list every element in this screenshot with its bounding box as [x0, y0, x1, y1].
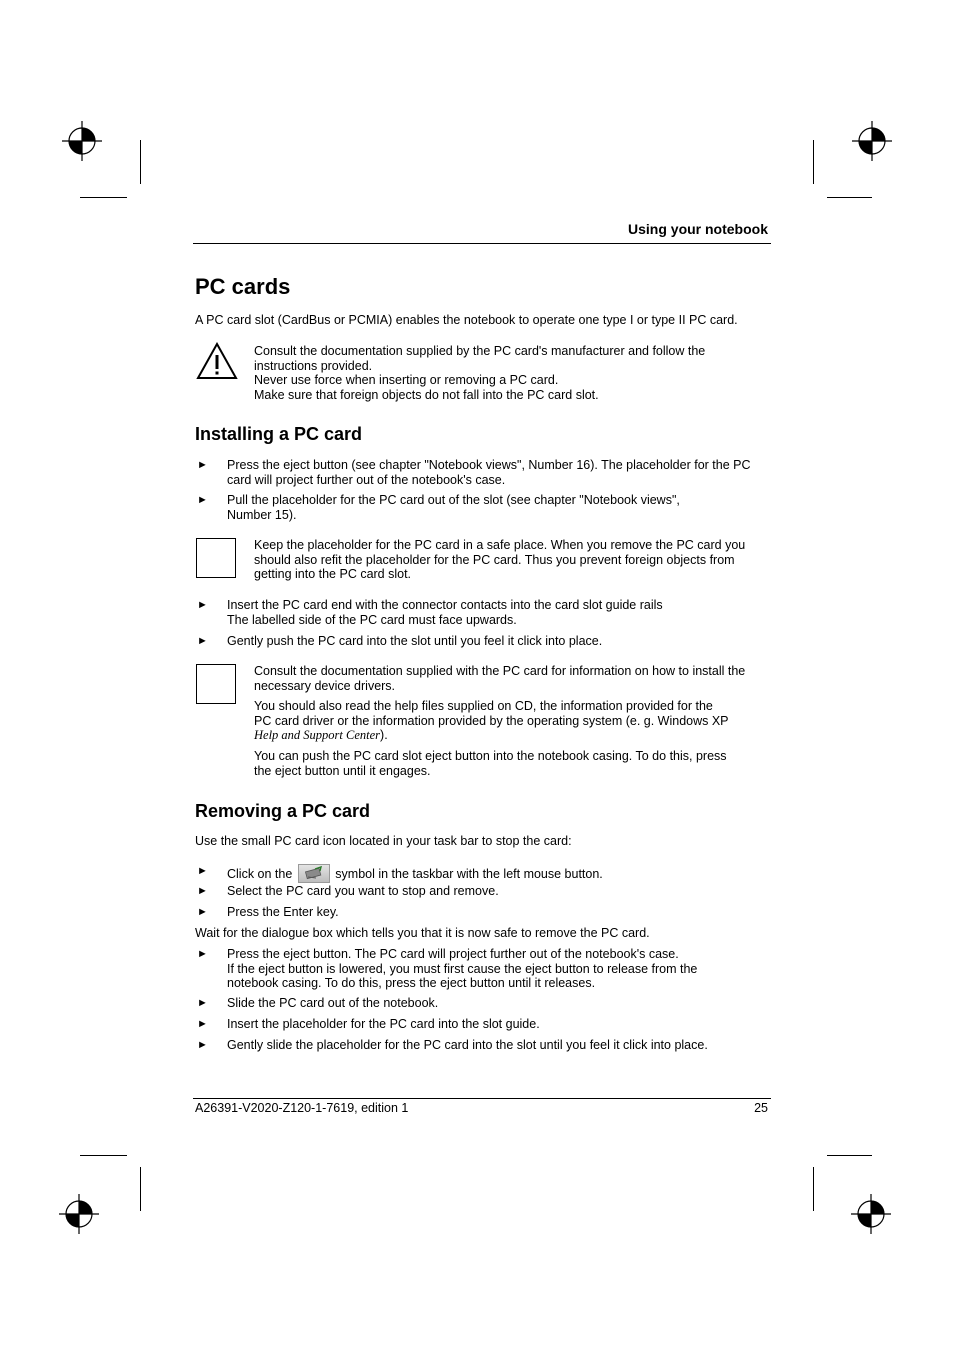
note-box-icon [196, 538, 236, 578]
bullet-arrow-icon: ► [197, 494, 208, 506]
crop-line [80, 197, 127, 198]
document-id: A26391-V2020-Z120-1-7619, edition 1 [195, 1101, 409, 1115]
note-text: You can push the PC card slot eject button into the notebook casing. To do this, press the eject button until it engages. [254, 749, 727, 778]
bullet-arrow-icon: ► [197, 459, 208, 471]
wait-paragraph: Wait for the dialogue box which tells you that it is now safe to remove the PC card. [195, 926, 650, 940]
crop-line [140, 140, 141, 184]
header-rule [193, 243, 771, 244]
bullet-arrow-icon: ► [197, 635, 208, 647]
bullet-arrow-icon: ► [197, 885, 208, 897]
bullet-arrow-icon: ► [197, 948, 208, 960]
registration-mark-icon [59, 1194, 99, 1234]
bullet-arrow-icon: ► [197, 1039, 208, 1051]
page-number: 25 [754, 1101, 768, 1115]
warning-triangle-icon [196, 342, 238, 380]
warning-text: Consult the documentation supplied by the PC card's manufacturer and follow the instructions provided. Never use force when inserting or removing a PC card. Make sure that foreign objects do not fall into the PC card slot. [254, 344, 706, 402]
note-text: You should also read the help files supplied on CD, the information provided for the PC card driver or the information provided by the operating system (e. g. Windows XP Help and Support Center). [254, 699, 729, 742]
crop-line [813, 140, 814, 184]
crop-line [140, 1167, 141, 1211]
crop-line [813, 1167, 814, 1211]
crop-line [80, 1155, 127, 1156]
bullet-arrow-icon: ► [197, 599, 208, 611]
intro-paragraph: A PC card slot (CardBus or PCMIA) enables the notebook to operate one type I or type II PC card. [195, 313, 738, 327]
bullet-arrow-icon: ► [197, 906, 208, 918]
page-title: PC cards [195, 274, 291, 299]
crop-line [827, 197, 872, 198]
note-text: Keep the placeholder for the PC card in a safe place. When you remove the PC card you should also refit the placeholder for the PC card. Thus you prevent foreign objects from getting into the PC card slot. [254, 538, 746, 581]
registration-mark-icon [852, 121, 892, 161]
note-text: Consult the documentation supplied with the PC card for information on how to install the necessary device drivers. [254, 664, 746, 693]
registration-mark-icon [62, 121, 102, 161]
removing-intro: Use the small PC card icon located in your task bar to stop the card: [195, 834, 572, 848]
bullet-arrow-icon: ► [197, 1018, 208, 1030]
crop-line [827, 1155, 872, 1156]
section-heading-removing: Removing a PC card [195, 801, 371, 821]
bullet-arrow-icon: ► [197, 865, 208, 877]
pc-card-taskbar-icon [298, 864, 330, 883]
note-box-icon [196, 664, 236, 704]
section-heading-installing: Installing a PC card [195, 424, 363, 444]
bullet-arrow-icon: ► [197, 997, 208, 1009]
footer-rule [193, 1098, 771, 1099]
running-header: Using your notebook [628, 221, 768, 237]
registration-mark-icon [851, 1194, 891, 1234]
